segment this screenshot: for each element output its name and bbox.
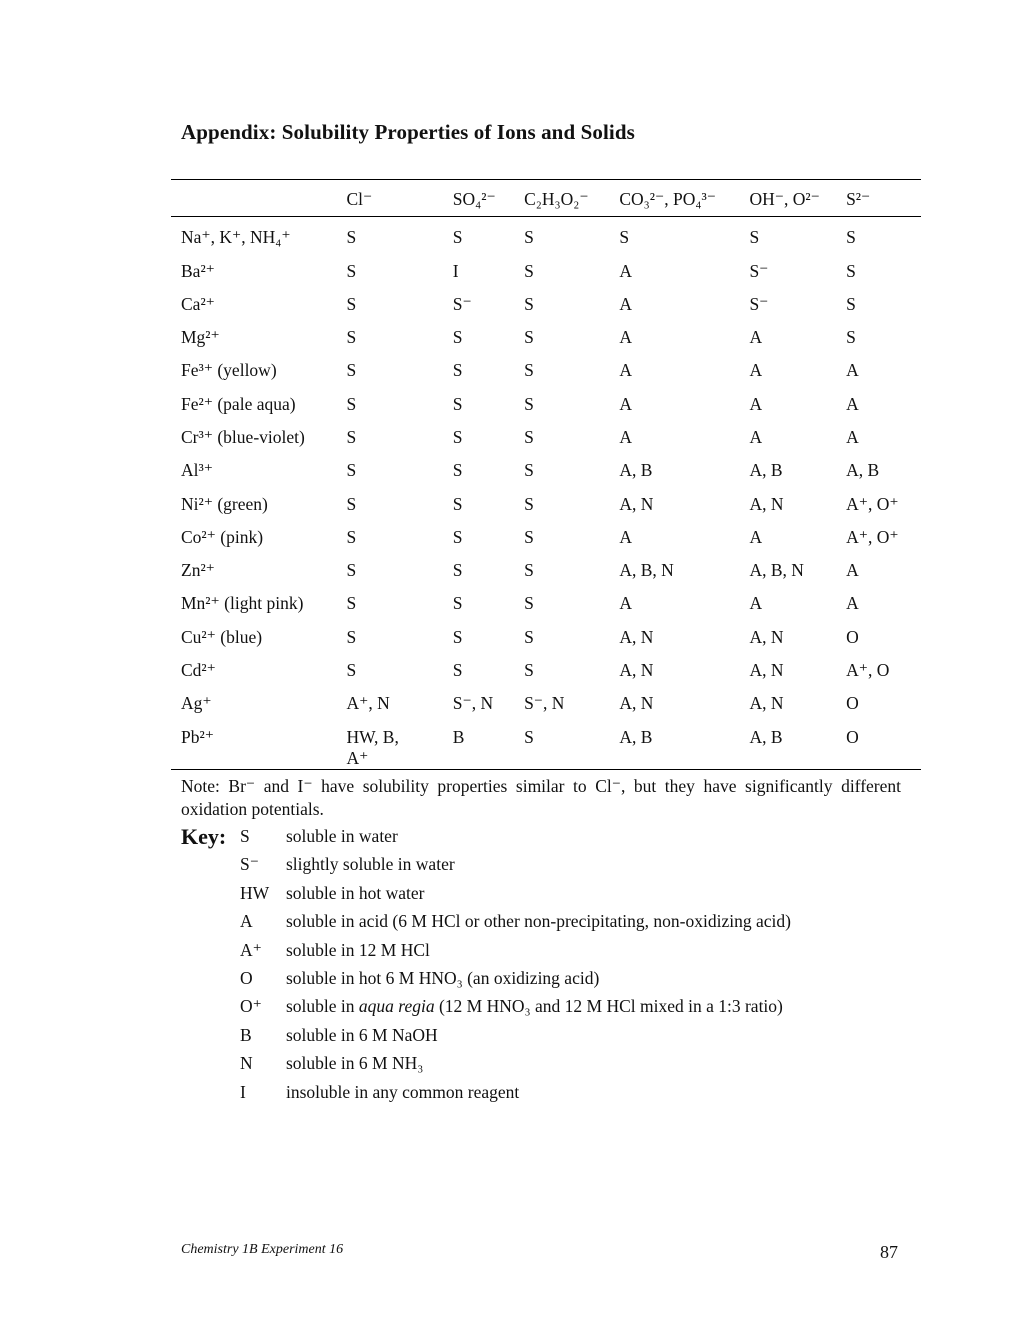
table-row [171, 619, 921, 652]
table-cell: S [452, 626, 463, 647]
ion-cell: Na⁺, K⁺, NH₄⁺ [181, 227, 291, 247]
table-cell: S [346, 393, 357, 414]
table-cell: A, N [749, 626, 784, 647]
table-cell: A⁺, O⁺ [846, 526, 899, 547]
table-cell: S [524, 560, 534, 581]
key-description: soluble in water [286, 826, 398, 846]
table-cell: S [524, 593, 534, 614]
table-cell: O [846, 693, 859, 714]
table-cell: S [524, 426, 534, 447]
table-cell: S [346, 327, 357, 348]
ion-cell: Ag⁺ [181, 693, 212, 714]
table-cell: A [619, 293, 632, 314]
table-cell: S [346, 293, 357, 314]
footer-course: Chemistry 1B Experiment 16 [181, 1242, 344, 1257]
header-cell: OH⁻, O²⁻ [749, 180, 846, 217]
table-cell: S [346, 526, 357, 547]
ion-cell: Ni²⁺ (green) [181, 493, 268, 514]
note-text: Note: Br⁻ and I⁻ have solubility properties similar to Cl⁻, but they have significantly different oxidation potentials. [181, 776, 901, 819]
table-cell: B [453, 719, 524, 770]
table-cell: A [619, 327, 632, 348]
table-cell: S [346, 360, 357, 381]
key-code: A [240, 911, 253, 932]
key-code: B [240, 1024, 252, 1045]
table-cell: S [524, 660, 534, 681]
table-row [171, 719, 921, 770]
ion-cell: Mn²⁺ (light pink) [181, 593, 304, 614]
table-cell: S [452, 593, 463, 614]
table-cell: A, N [749, 493, 784, 514]
header-cell: C₂H₃O₂⁻ [524, 180, 619, 217]
table-cell: A, B [749, 719, 846, 770]
table-cell: A, B, N [619, 560, 674, 581]
table-cell: S [452, 526, 463, 547]
table-cell: I [452, 260, 459, 281]
table-cell: S [524, 293, 534, 314]
table-cell: A⁺, O [846, 660, 890, 681]
table-cell: S [452, 560, 463, 581]
table-row [171, 253, 921, 286]
table-cell: S⁻ [749, 260, 769, 281]
table-cell: HW, B, A⁺ [347, 719, 453, 770]
table-body [171, 217, 921, 770]
key-code: S [240, 826, 250, 846]
table-cell: A [749, 526, 763, 547]
key-description: slightly soluble in water [286, 854, 455, 875]
table-row [171, 519, 921, 552]
table-cell: A [846, 360, 859, 381]
key-description: soluble in 6 M NaOH [286, 1024, 438, 1045]
table-row [171, 585, 921, 618]
table-cell: S⁻ [452, 293, 472, 314]
table-cell: S [452, 460, 463, 481]
table-row [171, 286, 921, 319]
table-cell: S [846, 260, 856, 281]
table-cell: S [346, 260, 357, 281]
ion-cell: Cd²⁺ [181, 660, 216, 681]
table-cell: S [524, 393, 534, 414]
table-cell: A [846, 426, 859, 447]
table-cell: A, N [749, 693, 784, 714]
key-description-part: soluble in [286, 996, 359, 1017]
table-cell: A [619, 526, 632, 547]
table-cell: A [619, 593, 632, 614]
table-cell: A [749, 360, 763, 381]
table-cell: S [524, 526, 534, 547]
ion-cell: Cr³⁺ (blue-violet) [181, 426, 305, 447]
ion-cell: Mg²⁺ [181, 327, 220, 348]
table-cell: A, B [619, 719, 749, 770]
header-cell: SO₄²⁻ [453, 180, 524, 217]
table-cell: A [846, 560, 859, 581]
table-row [171, 486, 921, 519]
table-cell: S [346, 227, 357, 247]
key-description: insoluble in any common reagent [286, 1081, 520, 1102]
header-cell: S²⁻ [846, 180, 921, 217]
table-row [171, 319, 921, 352]
table-cell: S⁻, N [452, 693, 494, 714]
table-cell: A, B [846, 460, 880, 481]
table-cell: A, N [619, 660, 654, 681]
ion-cell: Al³⁺ [181, 460, 213, 481]
key-label: Key: [181, 824, 227, 849]
key-description-part: (12 M HNO₃ and 12 M HCl mixed in a 1:3 ratio) [434, 996, 783, 1017]
table-cell: O [846, 626, 859, 647]
table-row [171, 217, 921, 253]
key-code: N [240, 1053, 253, 1074]
table-cell: A [749, 426, 763, 447]
table-cell: A [846, 593, 859, 614]
key-description [286, 996, 783, 1017]
table-cell: A, N [619, 693, 654, 714]
table-cell: S [846, 227, 856, 247]
table-cell: A, N [749, 660, 784, 681]
table-cell: A, N [619, 493, 654, 514]
table-cell: S [524, 260, 534, 281]
table-cell: A⁺, O⁺ [846, 493, 899, 514]
table-cell: S⁻ [749, 293, 769, 314]
table-cell: A [619, 426, 632, 447]
header-cell [171, 180, 347, 217]
table-cell: S [452, 327, 463, 348]
table-cell: S [452, 227, 463, 247]
table-cell: A, B [619, 460, 653, 481]
table-cell: A [619, 393, 632, 414]
table-cell: S⁻, N [524, 693, 565, 714]
table-row [171, 419, 921, 452]
table-cell: S [524, 719, 619, 770]
table-cell: S [524, 360, 534, 381]
table-row [171, 452, 921, 485]
ion-cell: Ba²⁺ [181, 260, 215, 281]
table-cell: A [749, 593, 763, 614]
table-cell: S [452, 660, 463, 681]
table-cell: S [524, 327, 534, 348]
table-cell: S [346, 593, 357, 614]
header-cell: CO₃²⁻, PO₄³⁻ [619, 180, 749, 217]
ion-cell: Pb²⁺ [171, 719, 347, 770]
key-description: soluble in acid (6 M HCl or other non-precipitating, non-oxidizing acid) [286, 911, 791, 932]
table-cell: S [452, 360, 463, 381]
table-cell: A [749, 327, 763, 348]
table-cell: A, B, N [749, 560, 804, 581]
key-code: I [240, 1081, 246, 1102]
ion-cell: Zn²⁺ [181, 560, 215, 581]
table-row [171, 685, 921, 718]
table-cell: S [346, 626, 357, 647]
key-code: O⁺ [240, 996, 262, 1017]
table-cell: S [346, 560, 357, 581]
table-cell: A [846, 393, 859, 414]
table-cell: S [452, 493, 463, 514]
page-title: Appendix: Solubility Properties of Ions and Solids [181, 120, 635, 144]
table-cell: S [749, 227, 760, 247]
key-description-italic: aqua regia [358, 996, 435, 1017]
key-description: soluble in hot water [286, 882, 425, 903]
table-cell: S [346, 460, 357, 481]
table-cell: S [346, 660, 357, 681]
table-cell: A, B [749, 460, 783, 481]
key-code: S⁻ [240, 854, 259, 875]
table-cell: S [346, 493, 357, 514]
table-cell: S [346, 426, 357, 447]
table-cell: S [524, 460, 534, 481]
table-cell: S [452, 393, 463, 414]
table-cell: S [846, 293, 856, 314]
key-code: O [240, 968, 253, 988]
table-cell: S [524, 493, 534, 514]
solubility-table [171, 179, 921, 770]
key-description: soluble in 6 M NH₃ [286, 1053, 424, 1074]
table-cell: A [749, 393, 763, 414]
table-cell: S [619, 227, 630, 247]
table-cell: O [846, 719, 921, 770]
table-cell: S [846, 327, 856, 348]
key-code: HW [240, 882, 270, 903]
footer-page-number: 87 [880, 1242, 898, 1262]
ion-cell: Ca²⁺ [181, 293, 215, 314]
table-row [171, 552, 921, 585]
ion-cell: Fe²⁺ (pale aqua) [181, 393, 296, 414]
table-cell: A [619, 360, 632, 381]
header-cell: Cl⁻ [347, 180, 453, 217]
table-cell: A [619, 260, 632, 281]
table-row [171, 352, 921, 385]
table-cell: S [452, 426, 463, 447]
ion-cell: Cu²⁺ (blue) [181, 626, 263, 647]
table-row [171, 386, 921, 419]
table-cell: S [524, 626, 534, 647]
table-cell: A, N [619, 626, 654, 647]
table-cell: S [524, 227, 534, 247]
table-row [171, 652, 921, 685]
ion-cell: Fe³⁺ (yellow) [181, 360, 277, 381]
key-code: A⁺ [240, 939, 262, 960]
key-description: soluble in 12 M HCl [286, 939, 430, 960]
table-cell: A⁺, N [346, 693, 390, 714]
key-description: soluble in hot 6 M HNO₃ (an oxidizing acid) [286, 968, 600, 988]
ion-cell: Co²⁺ (pink) [181, 526, 264, 547]
table-header-row [171, 180, 921, 217]
solubility-table-container [171, 179, 921, 770]
